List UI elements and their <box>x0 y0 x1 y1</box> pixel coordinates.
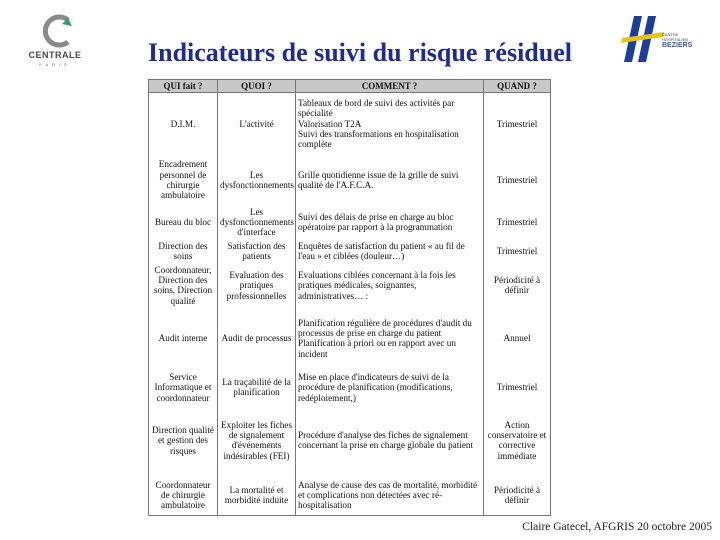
cell-quoi: Les dysfonctionnements d'interface <box>218 206 296 239</box>
table-row <box>149 206 551 239</box>
cell-quoi: Exploiter les fiches de signalement d'événements indésirables (FEI) <box>218 405 296 475</box>
cell-qui: Coordonnateur de chirurgie ambulatoire <box>149 475 218 515</box>
cell-quoi: Satisfaction des patients <box>218 238 296 263</box>
logo-left-name: CENTRALE <box>28 50 82 60</box>
cell-quand: Trimestriel <box>484 155 551 206</box>
cell-qui: Audit interne <box>149 307 218 369</box>
table-row <box>149 263 551 307</box>
cell-qui: Encadrement personnel de chirurgie ambulatoire <box>149 155 218 206</box>
cell-comment-line: Suivi des transformations en hospitalisation complète <box>298 128 459 150</box>
hospital-logo <box>620 12 702 72</box>
cell-comment-line: Planification régulière de procédures d'audit du processus de prise en charge du patient <box>298 317 472 339</box>
cell-qui: Direction des soins <box>149 238 218 263</box>
cell-comment: Evaluations ciblées concernant à la fois les pratiques médicales, soignantes, administratives… : <box>296 263 484 307</box>
cell-quand: Périodicité à définir <box>484 475 551 515</box>
table-row <box>149 307 551 369</box>
cell-comment: Grille quotidienne issue de la grille de suivi qualité de l'A.F.C.A. <box>296 155 484 206</box>
cell-quand: Trimestriel <box>484 238 551 263</box>
cell-comment: Suivi des délais de prise en charge au bloc opératoire par rapport à la programmation <box>296 206 484 239</box>
cell-quoi: La traçabilité de la planification <box>218 369 296 405</box>
cell-comment: Analyse de cause des cas de mortalité, morbidité et complications non détectées avec ré-hospitalisation <box>296 475 484 515</box>
cell-comment <box>296 93 484 155</box>
table-row <box>149 238 551 263</box>
cell-qui: Coordonnateur, Direction des soins, Direction qualité <box>149 263 218 307</box>
cell-comment-line: Valorisation T2A <box>298 118 362 129</box>
page-title: Indicateurs de suivi du risque résiduel <box>147 38 572 67</box>
cell-qui: Direction qualité et gestion des risques <box>149 405 218 475</box>
cell-comment <box>296 307 484 369</box>
cell-quand: Trimestriel <box>484 369 551 405</box>
cell-qui: Service Informatique et coordonnateur <box>149 369 218 405</box>
header-qui: QUI fait ? <box>149 80 218 93</box>
cell-qui: D.I.M. <box>149 93 218 155</box>
logo-right-small-text: CENTRE HOSPITALIER <box>662 32 689 42</box>
cell-quoi: La mortalité et morbidité induite <box>218 475 296 515</box>
cell-comment: Mise en place d'indicateurs de suivi de la procédure de planification (modifications, redéploiement,) <box>296 369 484 405</box>
hospital-logo-mark-icon <box>620 12 666 68</box>
table-row <box>149 369 551 405</box>
table-row <box>149 155 551 206</box>
cell-comment-line: Planification à priori ou en rapport avec un incident <box>298 338 456 359</box>
cell-quoi: Audit de processus <box>218 307 296 369</box>
centrale-logo-mark-icon <box>38 14 74 48</box>
cell-quand: Action conservatoire et corrective immédiate <box>484 405 551 475</box>
cell-quand: Trimestriel <box>484 93 551 155</box>
cell-quoi: Evaluation des pratiques professionnelles <box>218 263 296 307</box>
centrale-paris-logo <box>22 14 88 72</box>
table-row <box>149 405 551 475</box>
cell-quoi: L'activité <box>218 93 296 155</box>
header-comment: COMMENT ? <box>296 80 484 93</box>
cell-comment: Enquêtes de satisfaction du patient « au fil de l'eau » et ciblées (douleur…) <box>296 238 484 263</box>
logo-left-sub: PARIS <box>39 62 71 67</box>
cell-comment: Procédure d'analyse des fiches de signalement concernant la prise en charge globale du patient <box>296 405 484 475</box>
footer-credit: Claire Gatecel, AFGRIS 20 octobre 2005 <box>522 521 712 533</box>
header-quand: QUAND ? <box>484 80 551 93</box>
header-quoi: QUOI ? <box>218 80 296 93</box>
cell-quand: Trimestriel <box>484 206 551 239</box>
cell-quoi: Les dysfonctionnements <box>218 155 296 206</box>
logo-right-name: BEZIERS <box>662 42 693 49</box>
cell-qui: Bureau du bloc <box>149 206 218 239</box>
cell-comment-line: Tableaux de bord de suivi des activités par spécialité <box>298 98 455 119</box>
indicators-table <box>148 79 551 516</box>
table-header-row <box>149 80 551 93</box>
table-row <box>149 475 551 515</box>
cell-quand: Périodicité à définir <box>484 263 551 307</box>
cell-quand: Annuel <box>484 307 551 369</box>
table-row <box>149 93 551 155</box>
